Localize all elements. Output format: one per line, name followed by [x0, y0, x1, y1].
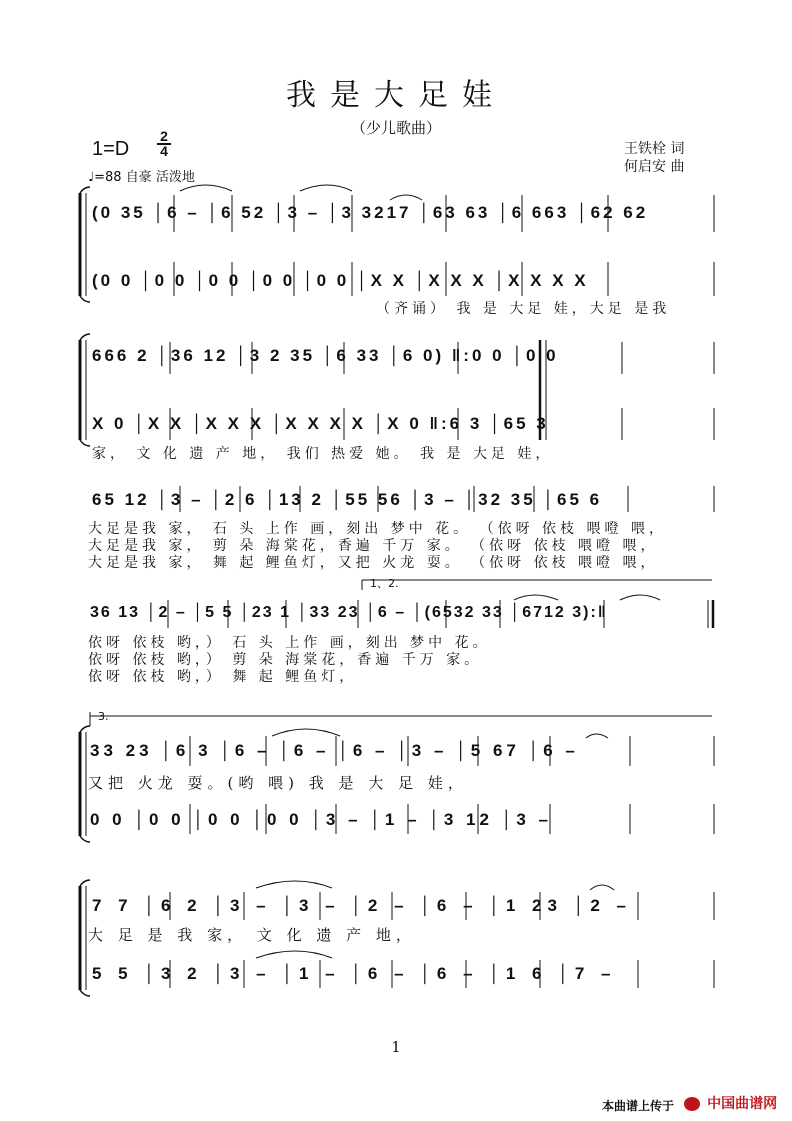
time-signature-top: 2 [160, 128, 168, 144]
system-4-lyrics-verse-3: 依呀 依枝 哟，） 舞 起 鲤鱼灯， [88, 669, 358, 685]
page-number: 1 [391, 1038, 401, 1056]
music-site-logo-icon [684, 1097, 700, 1111]
lyricist-credit: 王铁栓 词 [624, 141, 685, 157]
system-3-lyrics-verse-1: 大足是我 家， 石 头 上作 画，刻出 梦中 花。 （依呀 依枝 喂噔 喂， [88, 521, 667, 537]
system-3-notes: 65 12 │3 – │2 6 │13 2 │55 56 │3 – │32 35 │65 6 [92, 490, 603, 509]
system-3-lyrics-verse-3: 大足是我 家， 舞 起 鲤鱼灯，又把 火龙 耍。 （依呀 依枝 喂噔 喂， [88, 555, 659, 571]
composer-credit: 何启安 曲 [624, 159, 685, 175]
time-signature-bottom: 4 [160, 143, 168, 159]
system-1-upper-notes: (0 35 │6 – │6 52 │3 – │3 3217 │63 63 │6 663 │62 62 [92, 203, 649, 222]
tempo-marking: ♩=88 自豪 活泼地 [88, 170, 195, 185]
system-6-upper-notes: 7 7 │6 2 │3 – │3 – │2 – │6 – │1 23 │2 – [92, 896, 632, 915]
song-subtitle: （少儿歌曲） [350, 119, 441, 137]
system-2-lower-notes: X 0 │X X │X X X │X X X X │X 0 ‖:6 3 │65 3 [92, 414, 549, 433]
site-name: 中国曲谱网 [707, 1096, 778, 1112]
volta-3: 3. [98, 710, 109, 723]
system-4-notes: 36 13 │2 – │5 5 │23 1 │33 23 │6 – │(6532 33 │6712 3):‖ [90, 604, 608, 621]
system-6-lower-notes: 5 5 │3 2 │3 – │1 – │6 – │6 – │1 6 │7 – [92, 964, 617, 983]
system-1-lower-notes: (0 0 │0 0 │0 0 │0 0 │0 0 │X X │X X X │X X X X [92, 271, 589, 290]
key-signature: 1=D [92, 138, 130, 160]
system-3-lyrics-verse-2: 大足是我 家， 剪 朵 海棠花，香遍 千万 家。 （依呀 依枝 喂噔 喂， [88, 538, 659, 554]
system-4-lyrics-verse-2: 依呀 依枝 哟，） 剪 朵 海棠花，香遍 千万 家。 [88, 652, 483, 668]
system-5-lyrics: 又把 火龙 耍。(哟 喂) 我 是 大 足 娃， [88, 774, 468, 792]
site-logo[interactable] [684, 1093, 784, 1111]
system-6-lyrics: 大 足 是 我 家， 文 化 遗 产 地， [88, 926, 416, 944]
volta-1-2: 1、2. [370, 577, 399, 590]
song-title: 我是大足娃 [286, 78, 506, 113]
system-2-upper-notes: 666 2 │36 12 │3 2 35 │6 33 │6 0) ‖:0 0 │0 0 [92, 346, 559, 365]
system-2-lyrics: 家， 文 化 遗 产 地， 我们 热爱 她。 我 是 大足 娃， [92, 446, 554, 462]
system-4-lyrics-verse-1: 依呀 依枝 哟，） 石 头 上作 画，刻出 梦中 花。 [88, 635, 491, 651]
system-1-lyrics: （齐诵） 我 是 大足 娃，大足 是我 [376, 301, 671, 317]
system-5-lower-notes: 0 0 │0 0 │0 0 │0 0 │3 – │1 – │3 12 │3 – [90, 810, 552, 829]
system-5-upper-notes: 33 23 │6 3 │6 – │6 – │6 – │3 – │5 67 │6 – [90, 741, 579, 760]
upload-note: 本曲谱上传于 [602, 1099, 675, 1113]
